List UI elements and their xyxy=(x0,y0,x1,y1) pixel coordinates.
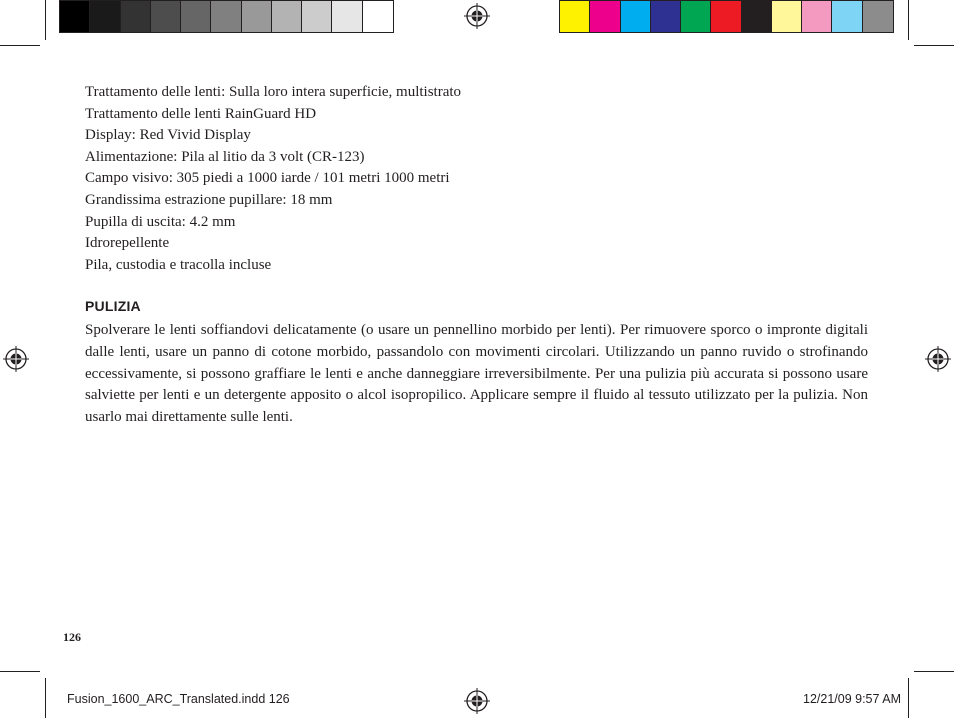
color-swatch xyxy=(363,1,393,32)
slug-filename: Fusion_1600_ARC_Translated.indd 126 xyxy=(67,692,290,706)
crop-mark-top-left-vertical xyxy=(45,0,46,40)
color-swatch xyxy=(60,1,90,32)
specifications-list xyxy=(85,82,461,276)
registration-mark-bottom-icon xyxy=(464,688,490,714)
color-swatch xyxy=(560,1,590,32)
page-number: 126 xyxy=(63,630,81,644)
color-swatch xyxy=(242,1,272,32)
crop-mark-top-right-horizontal xyxy=(914,45,954,46)
registration-mark-right-icon xyxy=(925,346,951,372)
slug-datetime: 12/21/09 9:57 AM xyxy=(803,692,901,706)
crop-mark-bottom-right-horizontal xyxy=(914,671,954,672)
color-swatch xyxy=(832,1,862,32)
color-swatch xyxy=(802,1,832,32)
color-swatch xyxy=(121,1,151,32)
crop-mark-bottom-left-horizontal xyxy=(0,671,40,672)
color-swatch xyxy=(681,1,711,32)
registration-mark-left-icon xyxy=(3,346,29,372)
color-swatch xyxy=(621,1,651,32)
color-swatch xyxy=(590,1,620,32)
color-swatch xyxy=(742,1,772,32)
process-color-bar xyxy=(559,0,894,33)
spec-line: Campo visivo: 305 piedi a 1000 iarde / 101 metri 1000 metri xyxy=(85,170,450,187)
registration-mark-top-icon xyxy=(464,3,490,29)
color-swatch xyxy=(863,1,893,32)
spec-line: Trattamento delle lenti: Sulla loro intera superficie, multistrato xyxy=(85,84,462,100)
spec-line: Trattamento delle lenti RainGuard HD xyxy=(85,105,317,122)
color-swatch xyxy=(272,1,302,32)
color-swatch xyxy=(651,1,681,32)
crop-mark-top-left-horizontal xyxy=(0,45,40,46)
color-swatch xyxy=(772,1,802,32)
section-heading: PULIZIA xyxy=(85,298,141,314)
grayscale-color-bar xyxy=(59,0,394,33)
crop-mark-top-right-vertical xyxy=(908,0,909,40)
color-swatch xyxy=(181,1,211,32)
crop-mark-bottom-right-vertical xyxy=(908,678,909,718)
color-swatch xyxy=(711,1,741,32)
spec-line: Display: Red Vivid Display xyxy=(85,127,251,144)
section-body: Spolverare le lenti soffiandovi delicatamente (o usare un pennellino morbido per lenti). Per rimuovere sporco o impronte digitali dalle lenti, usare un panno di cotone morbido, passandolo con movimenti circolari. Utilizzando un panno ruvido o strofinando eccessivamente, si possono graffiare le lenti e anche danneggiare irreversibilmente. Per una pulizia più accurata si possono usare salviette per lenti e un detergente apposito o alcol isopropilico. Applicare sempre il fluido al tessuto utilizzato per la pulizia. Non usarlo mai direttamente sulle lenti. xyxy=(85,322,868,426)
color-swatch xyxy=(332,1,362,32)
spec-line: Alimentazione: Pila al litio da 3 volt (CR-123) xyxy=(85,148,365,165)
spec-line: Idrorepellente xyxy=(85,235,170,252)
crop-mark-bottom-left-vertical xyxy=(45,678,46,718)
color-swatch xyxy=(90,1,120,32)
spec-line: Pupilla di uscita: 4.2 mm xyxy=(85,213,236,230)
color-swatch xyxy=(151,1,181,32)
color-swatch xyxy=(302,1,332,32)
color-swatch xyxy=(211,1,241,32)
spec-line: Pila, custodia e tracolla incluse xyxy=(85,256,272,273)
spec-line: Grandissima estrazione pupillare: 18 mm xyxy=(85,191,333,208)
